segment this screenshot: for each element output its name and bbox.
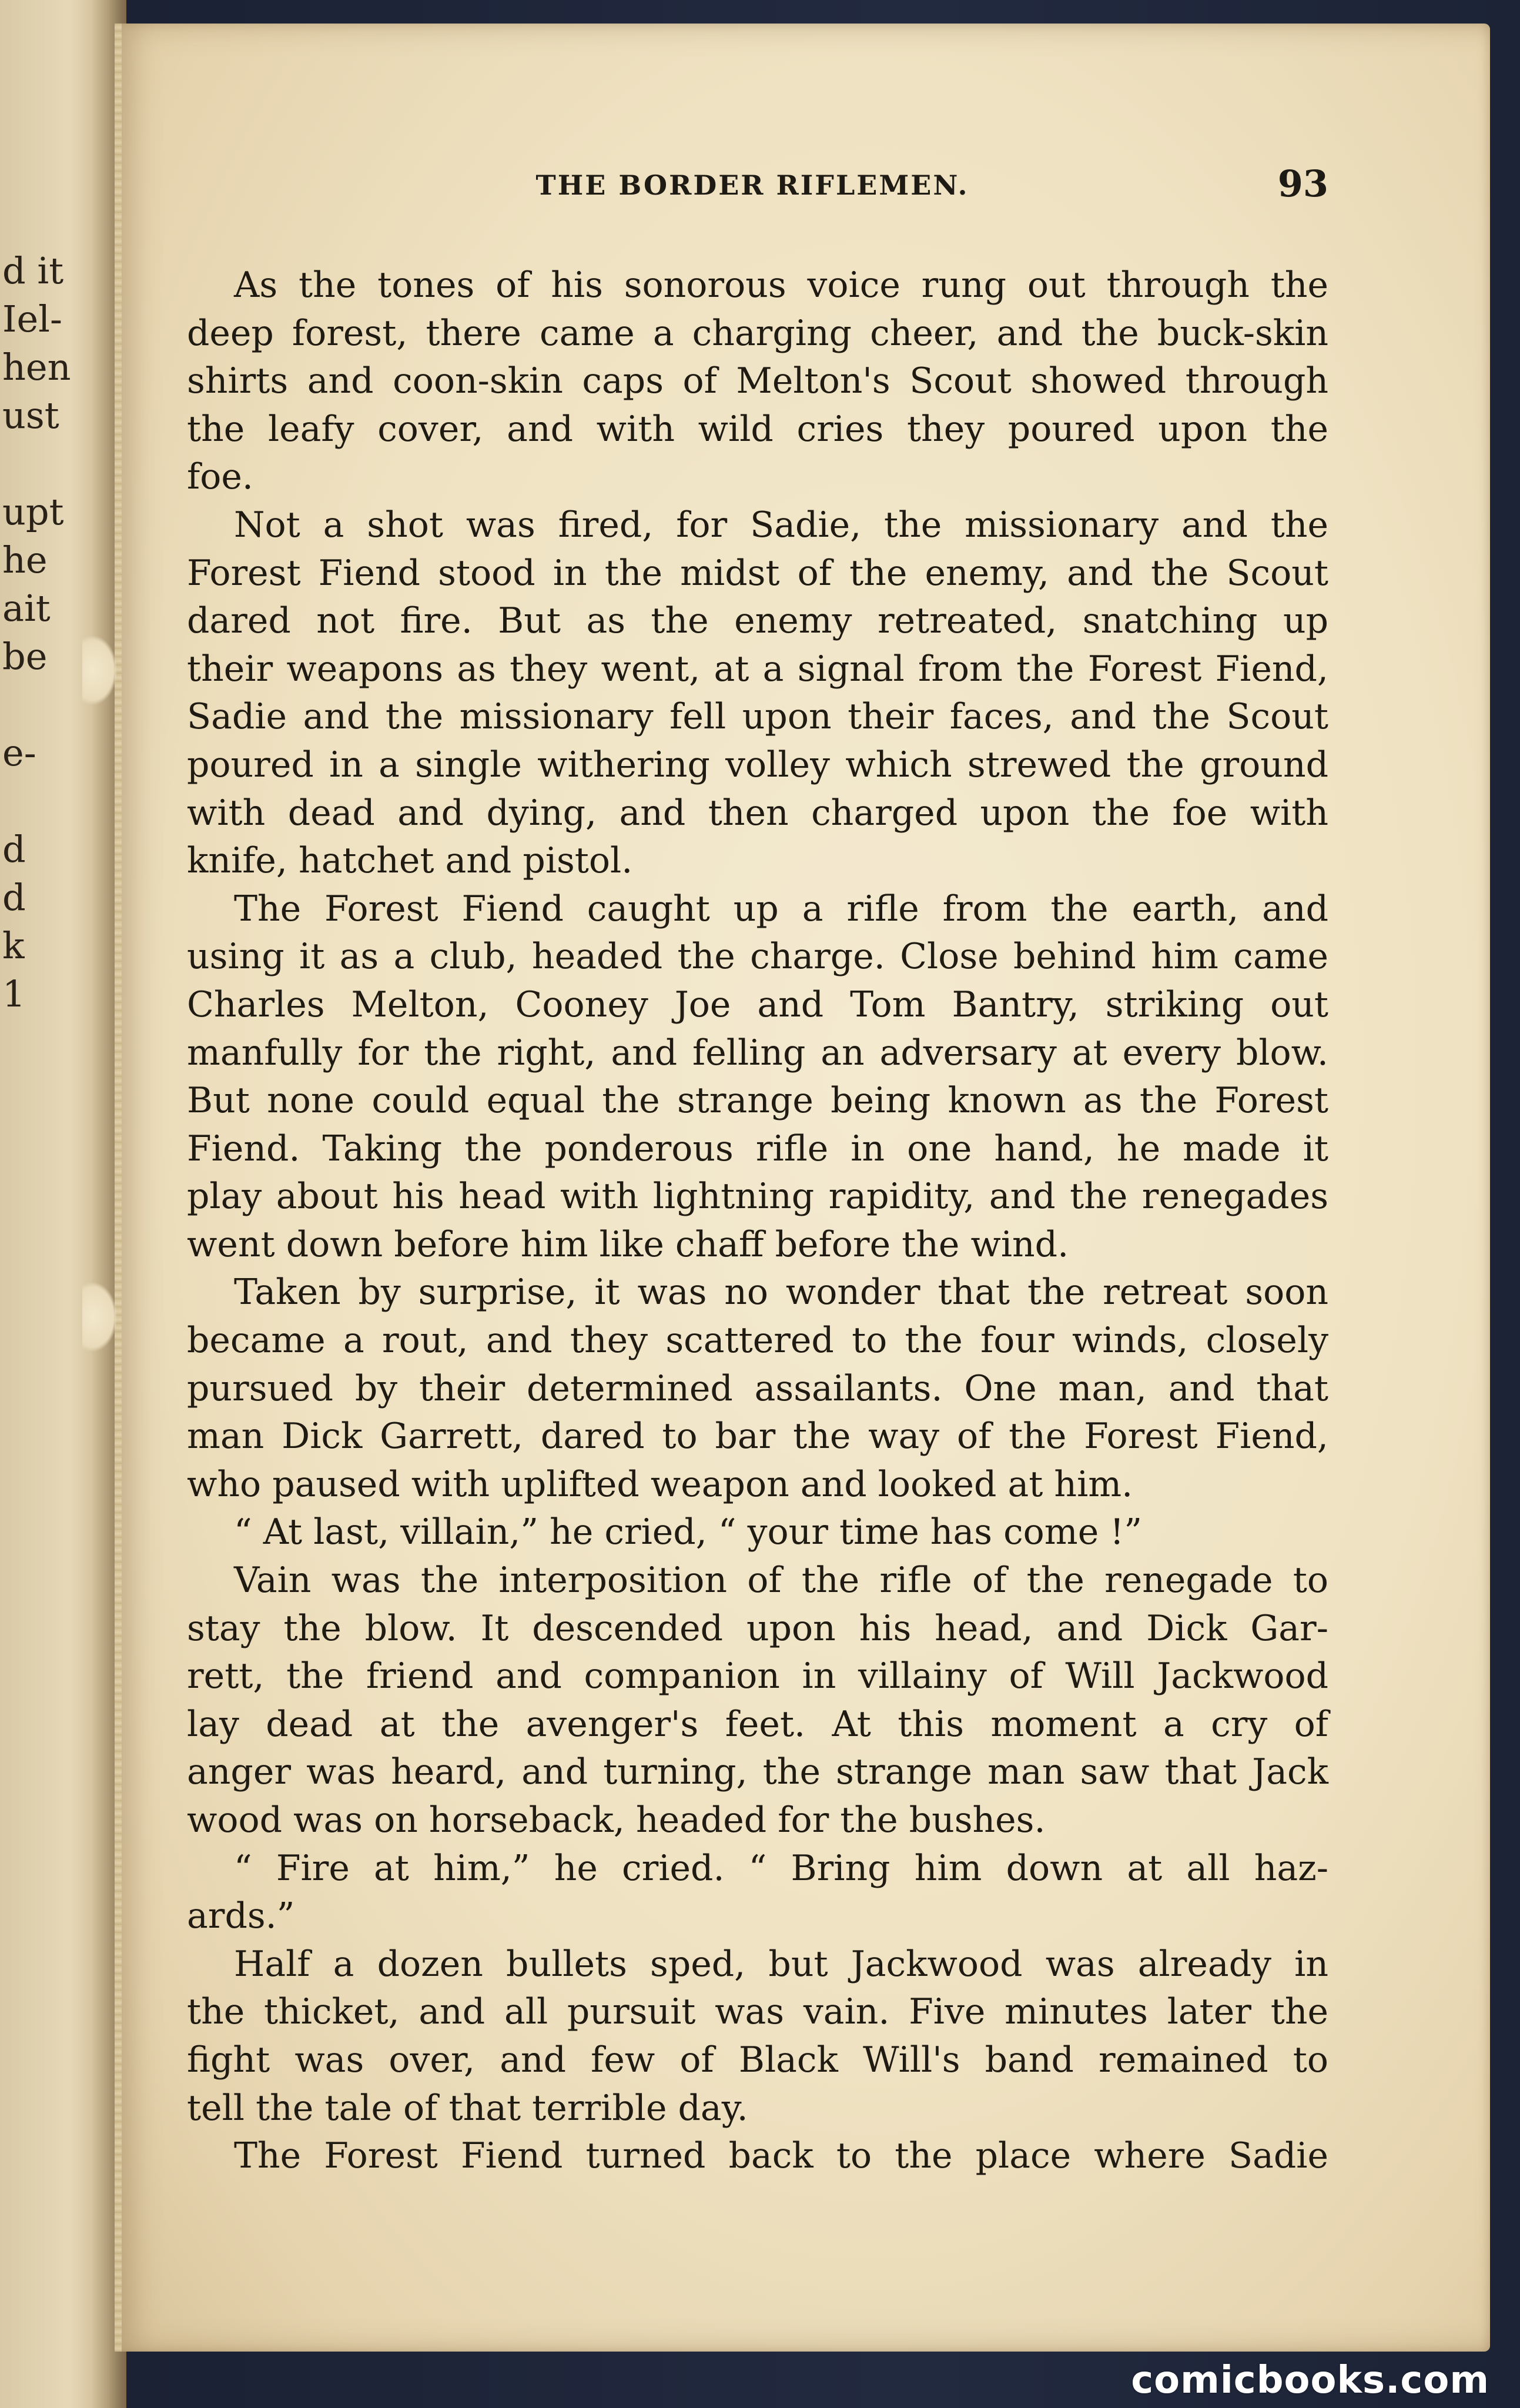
left-page-fragment (2, 681, 79, 729)
text-line: Taken by surprise, it was no wonder that the retreat soon (234, 1272, 1328, 1313)
text-line: rett, the friend and companion in villainy of Will Jackwood (187, 1656, 1328, 1697)
text-line: poured in a single withering volley which strewed the ground (187, 744, 1328, 785)
text-line: deep forest, there came a charging cheer, and the buck-skin (187, 312, 1328, 354)
text-line: Not a shot was fired, for Sadie, the missionary and the (234, 504, 1328, 546)
text-line: stay the blow. It descended upon his head, and Dick Gar- (187, 1607, 1328, 1649)
page-tear (82, 635, 118, 705)
text-line: the leafy cover, and with wild cries they poured upon the (187, 408, 1328, 450)
text-line: using it as a club, headed the charge. Close behind him came (187, 936, 1328, 978)
text-line: manfully for the right, and felling an adversary at every blow. (187, 1032, 1328, 1073)
text-line: Vain was the interposition of the rifle of the renegade to (234, 1560, 1328, 1601)
left-page-fragment (2, 777, 79, 825)
left-page-fragment: e- (2, 731, 36, 774)
text-line: The Forest Fiend turned back to the place where Sadie (234, 2135, 1328, 2177)
text-line: anger was heard, and turning, the strange man saw that Jack (187, 1751, 1328, 1793)
text-line: As the tones of his sonorous voice rung out through the (234, 265, 1328, 306)
text-line: Half a dozen bullets sped, but Jackwood was already in (234, 1943, 1328, 1985)
left-page-fragment: ait (2, 587, 51, 630)
text-line: The Forest Fiend caught up a rifle from the earth, and (234, 888, 1328, 929)
left-page-fragment: d (2, 828, 26, 871)
running-title: THE BORDER RIFLEMEN. (535, 169, 969, 201)
text-line: Sadie and the missionary fell upon their faces, and the Scout (187, 696, 1328, 738)
left-page-fragment (2, 440, 79, 488)
text-line: wood was on horseback, headed for the bushes. (187, 1800, 1046, 1841)
left-page-fragment: he (2, 539, 48, 581)
text-line: the thicket, and all pursuit was vain. Five minutes later the (187, 1991, 1328, 2033)
text-line: Fiend. Taking the ponderous rifle in one hand, he made it (187, 1128, 1328, 1169)
page-number: 93 (1277, 162, 1328, 205)
left-page-text-fragments (2, 247, 79, 1163)
text-line: dared not fire. But as the enemy retreated, snatching up (187, 600, 1328, 642)
text-line: But none could equal the strange being known as the Forest (187, 1080, 1328, 1122)
left-page-fragment: Iel- (2, 297, 62, 340)
left-page-fragment: k (2, 924, 25, 967)
text-line: ards.” (187, 1895, 295, 1937)
body-text (187, 262, 1328, 2180)
text-line: pursued by their determined assailants. One man, and that (187, 1367, 1328, 1409)
left-page-fragment (2, 1115, 79, 1163)
text-line: tell the tale of that terrible day. (187, 2087, 748, 2129)
left-page-fragment: be (2, 635, 48, 678)
text-line: “ At last, villain,” he cried, “ your time has come !” (234, 1511, 1143, 1553)
text-line: man Dick Garrett, dared to bar the way of the Forest Fiend, (187, 1416, 1328, 1457)
left-page-fragment: upt (2, 490, 64, 533)
text-line: knife, hatchet and pistol. (187, 840, 633, 882)
left-page-fragment (2, 1066, 79, 1115)
text-line: play about his head with lightning rapidity, and the renegades (187, 1176, 1328, 1218)
running-head (176, 159, 1328, 223)
text-line: fight was over, and few of Black Will's band remained to (187, 2039, 1328, 2081)
left-page-fragment (2, 1018, 79, 1066)
text-line: lay dead at the avenger's feet. At this moment a cry of (187, 1703, 1328, 1745)
left-page-fragment: ust (2, 394, 59, 437)
page-tear (82, 1282, 118, 1352)
watermark-logo: comicbooks.com (1131, 2359, 1489, 2402)
left-page-fragment: d (2, 876, 26, 919)
left-page-fragment: d it (2, 249, 64, 292)
text-line: became a rout, and they scattered to the four winds, closely (187, 1320, 1328, 1362)
left-page-fragment: 1 (2, 972, 26, 1015)
left-page-fragment: hen (2, 346, 71, 389)
text-line: with dead and dying, and then charged upon the foe with (187, 792, 1328, 834)
page-edge (115, 24, 122, 2352)
text-line: Charles Melton, Cooney Joe and Tom Bantry, striking out (187, 984, 1328, 1025)
text-line: Forest Fiend stood in the midst of the enemy, and the Scout (187, 552, 1328, 594)
text-line: foe. (187, 456, 253, 498)
text-line: who paused with uplifted weapon and looked at him. (187, 1463, 1133, 1505)
text-line: went down before him like chaff before the wind. (187, 1223, 1069, 1265)
text-line: their weapons as they went, at a signal from the Forest Fiend, (187, 648, 1328, 690)
text-line: shirts and coon-skin caps of Melton's Scout showed through (187, 360, 1328, 402)
text-line: “ Fire at him,” he cried. “ Bring him down at all haz- (234, 1847, 1328, 1889)
left-facing-page (0, 0, 126, 2408)
